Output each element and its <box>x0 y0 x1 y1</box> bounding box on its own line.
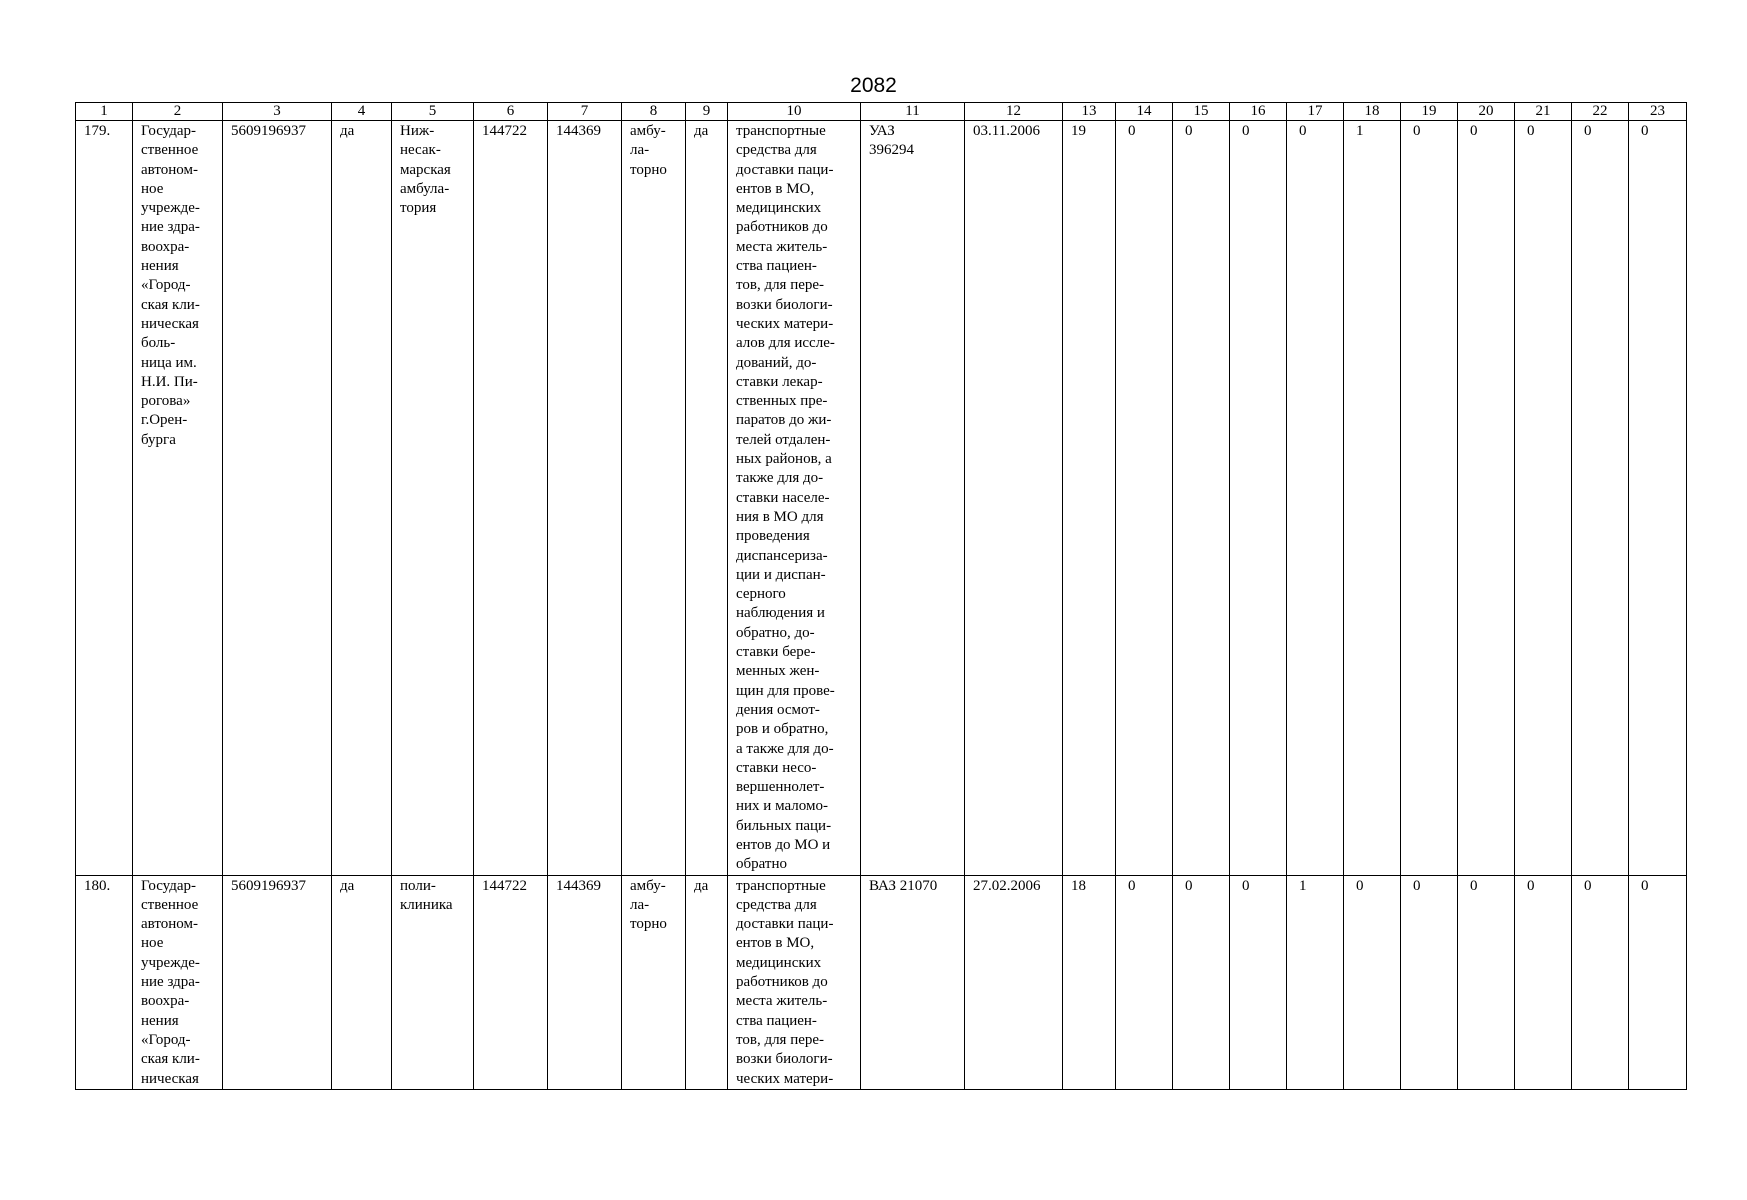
table-cell: 0 <box>1173 875 1230 1089</box>
table-cell: 0 <box>1572 875 1629 1089</box>
inn-cell: 5609196937 <box>223 121 332 876</box>
table-cell: да <box>332 875 392 1089</box>
table-cell: 0 <box>1629 121 1687 876</box>
table-cell: 0 <box>1458 875 1515 1089</box>
table-cell: 0 <box>1401 121 1458 876</box>
column-number-header: 5 <box>392 103 474 121</box>
column-number-header: 18 <box>1344 103 1401 121</box>
column-number-header: 3 <box>223 103 332 121</box>
table-row <box>76 121 1687 876</box>
column-number-header-row <box>76 103 1687 121</box>
column-number-header: 14 <box>1116 103 1173 121</box>
table-cell: 0 <box>1458 121 1515 876</box>
table-row <box>76 875 1687 1089</box>
table-cell: 0 <box>1401 875 1458 1089</box>
table-cell: 0 <box>1230 121 1287 876</box>
table-cell: 18 <box>1063 875 1116 1089</box>
table-cell: 0 <box>1116 121 1173 876</box>
facility-name-cell: поли- клиника <box>392 875 474 1089</box>
organization-name-cell: Государ- ственное автоном- ное учрежде- ние здра- воохра- нения «Город- ская кли- ническая <box>133 875 223 1089</box>
table-cell: 0 <box>1572 121 1629 876</box>
vehicle-model-cell: УАЗ 396294 <box>861 121 965 876</box>
table-cell: 0 <box>1287 121 1344 876</box>
column-number-header: 13 <box>1063 103 1116 121</box>
column-number-header: 15 <box>1173 103 1230 121</box>
column-number-header: 17 <box>1287 103 1344 121</box>
column-number-header: 1 <box>76 103 133 121</box>
table-cell: 0 <box>1515 875 1572 1089</box>
page-number: 2082 <box>850 74 897 97</box>
table-cell: 0 <box>1515 121 1572 876</box>
column-number-header: 6 <box>474 103 548 121</box>
column-number-header: 23 <box>1629 103 1687 121</box>
organization-name-cell: Государ- ственное автоном- ное учрежде- ние здра- воохра- нения «Город- ская кли- ническая боль- ница им. Н.И. Пи- рогова» г.Орен- бурга <box>133 121 223 876</box>
column-number-header: 2 <box>133 103 223 121</box>
row-number-cell: 179. <box>76 121 133 876</box>
register-sheet <box>75 102 1687 1090</box>
column-number-header: 4 <box>332 103 392 121</box>
table-cell: 0 <box>1230 875 1287 1089</box>
column-number-header: 21 <box>1515 103 1572 121</box>
registration-date-cell: 03.11.2006 <box>965 121 1063 876</box>
column-number-header: 12 <box>965 103 1063 121</box>
column-number-header: 10 <box>728 103 861 121</box>
vehicle-purpose-cell: транспортные средства для доставки паци- ентов в МО, медицинских работников до места житель- ства пациен- тов, для пере- возки биологи- ческих матери- <box>728 875 861 1089</box>
table-cell: 144369 <box>548 875 622 1089</box>
table-cell: 144722 <box>474 875 548 1089</box>
vehicle-purpose-cell: транспортные средства для доставки паци- ентов в МО, медицинских работников до места житель- ства пациен- тов, для пере- возки биологи- ческих матери- алов для иссле- дований, до- ставки лекар- ственных пре- паратов до жи- телей отдален- ных районов, а также для до- ставки населе- ния в МО для проведения диспансериза- ции и диспан- серного наблюдения и обратно, до- ставки бере- менных жен- щин для прове- дения осмот- ров и обратно, а также для до- ставки несо- вершеннолет- них и маломо- бильных паци- ентов до МО и обратно <box>728 121 861 876</box>
column-number-header: 16 <box>1230 103 1287 121</box>
column-number-header: 11 <box>861 103 965 121</box>
table-cell: 0 <box>1629 875 1687 1089</box>
column-number-header: 20 <box>1458 103 1515 121</box>
column-number-header: 9 <box>686 103 728 121</box>
table-cell: 1 <box>1287 875 1344 1089</box>
register-table <box>75 102 1687 1090</box>
facility-name-cell: Ниж- несак- марская амбула- тория <box>392 121 474 876</box>
inn-cell: 5609196937 <box>223 875 332 1089</box>
column-number-header: 19 <box>1401 103 1458 121</box>
table-cell: 144722 <box>474 121 548 876</box>
column-number-header: 7 <box>548 103 622 121</box>
table-cell: 0 <box>1116 875 1173 1089</box>
column-number-header: 22 <box>1572 103 1629 121</box>
table-cell: да <box>332 121 392 876</box>
table-cell: да <box>686 121 728 876</box>
table-cell: 1 <box>1344 121 1401 876</box>
table-cell: 0 <box>1173 121 1230 876</box>
care-type-cell: амбу- ла- торно <box>622 121 686 876</box>
table-cell: да <box>686 875 728 1089</box>
registration-date-cell: 27.02.2006 <box>965 875 1063 1089</box>
table-cell: 144369 <box>548 121 622 876</box>
table-cell: 19 <box>1063 121 1116 876</box>
vehicle-model-cell: ВАЗ 21070 <box>861 875 965 1089</box>
row-number-cell: 180. <box>76 875 133 1089</box>
table-cell: 0 <box>1344 875 1401 1089</box>
column-number-header: 8 <box>622 103 686 121</box>
care-type-cell: амбу- ла- торно <box>622 875 686 1089</box>
